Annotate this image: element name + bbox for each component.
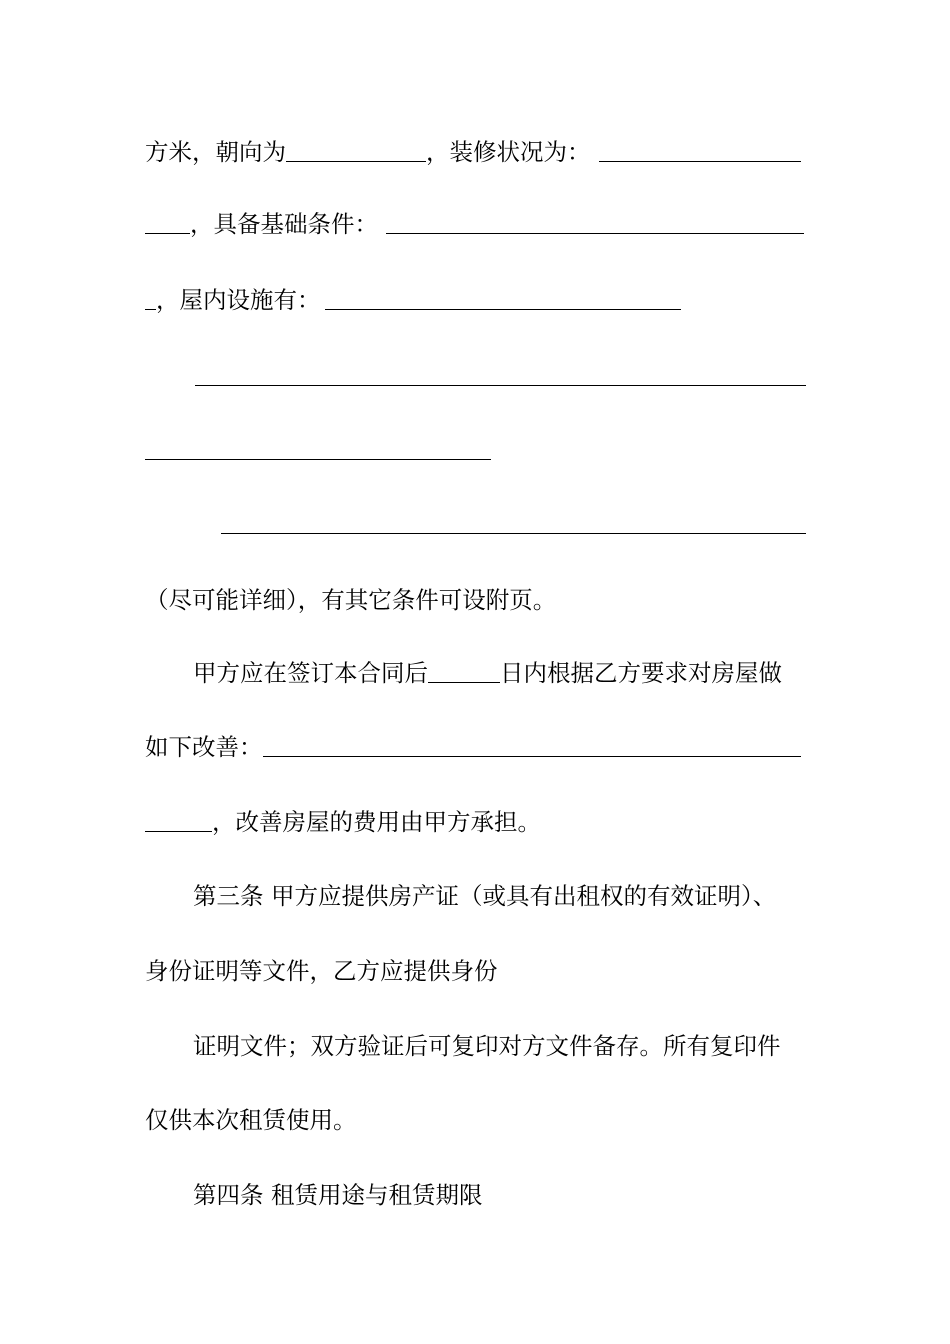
line-text: ，具备基础条件：: [190, 210, 378, 238]
line-text: 仅供本次租赁使用。: [145, 1106, 357, 1134]
text-line-2: [145, 208, 804, 240]
line-text: 甲方应在签订本合同后: [193, 659, 428, 687]
line-text: ，屋内设施有：: [156, 286, 321, 314]
line-text: 方米，朝向为: [145, 138, 286, 166]
text-line-9: [145, 955, 498, 987]
decoration-blank-cont[interactable]: [145, 209, 190, 234]
line-text: （尽可能详细），有其它条件可设附页。: [145, 586, 557, 614]
text-line-10: [193, 1030, 781, 1062]
line-text: 身份证明等文件，乙方应提供身份: [145, 957, 498, 985]
facilities-blank[interactable]: [325, 285, 681, 310]
line-text: 如下改善：: [145, 733, 263, 761]
text-line-5: [193, 657, 782, 689]
line-text: ，装修状况为：: [426, 138, 591, 166]
text-line-1: [145, 136, 801, 168]
basic-conditions-blank[interactable]: [386, 209, 804, 234]
text-line-12: [193, 1179, 482, 1211]
text-line-11: [145, 1104, 357, 1136]
text-line-6: [145, 731, 801, 763]
orientation-blank[interactable]: [286, 137, 426, 162]
line-text: 证明文件；双方验证后可复印对方文件备存。所有复印件: [193, 1032, 781, 1060]
facilities-blank-line-3[interactable]: [221, 533, 806, 534]
improvements-blank[interactable]: [263, 732, 801, 757]
line-text: 第三条 甲方应提供房产证（或具有出租权的有效证明）、: [193, 882, 777, 910]
facilities-blank-line-1[interactable]: [195, 385, 806, 386]
basic-conditions-blank-cont[interactable]: [145, 285, 156, 310]
text-line-7: [145, 806, 541, 838]
improvements-blank-cont[interactable]: [145, 807, 212, 832]
text-line-3: [145, 284, 681, 316]
text-line-8: [193, 880, 776, 912]
text-line-4: [145, 584, 556, 616]
line-text: 日内根据乙方要求对房屋做: [500, 659, 782, 687]
facilities-blank-line-2[interactable]: [145, 459, 491, 460]
days-blank[interactable]: [428, 658, 500, 683]
decoration-blank[interactable]: [599, 137, 801, 162]
line-text: ，改善房屋的费用由甲方承担。: [212, 808, 541, 836]
section-heading: 第四条 租赁用途与租赁期限: [193, 1181, 483, 1209]
